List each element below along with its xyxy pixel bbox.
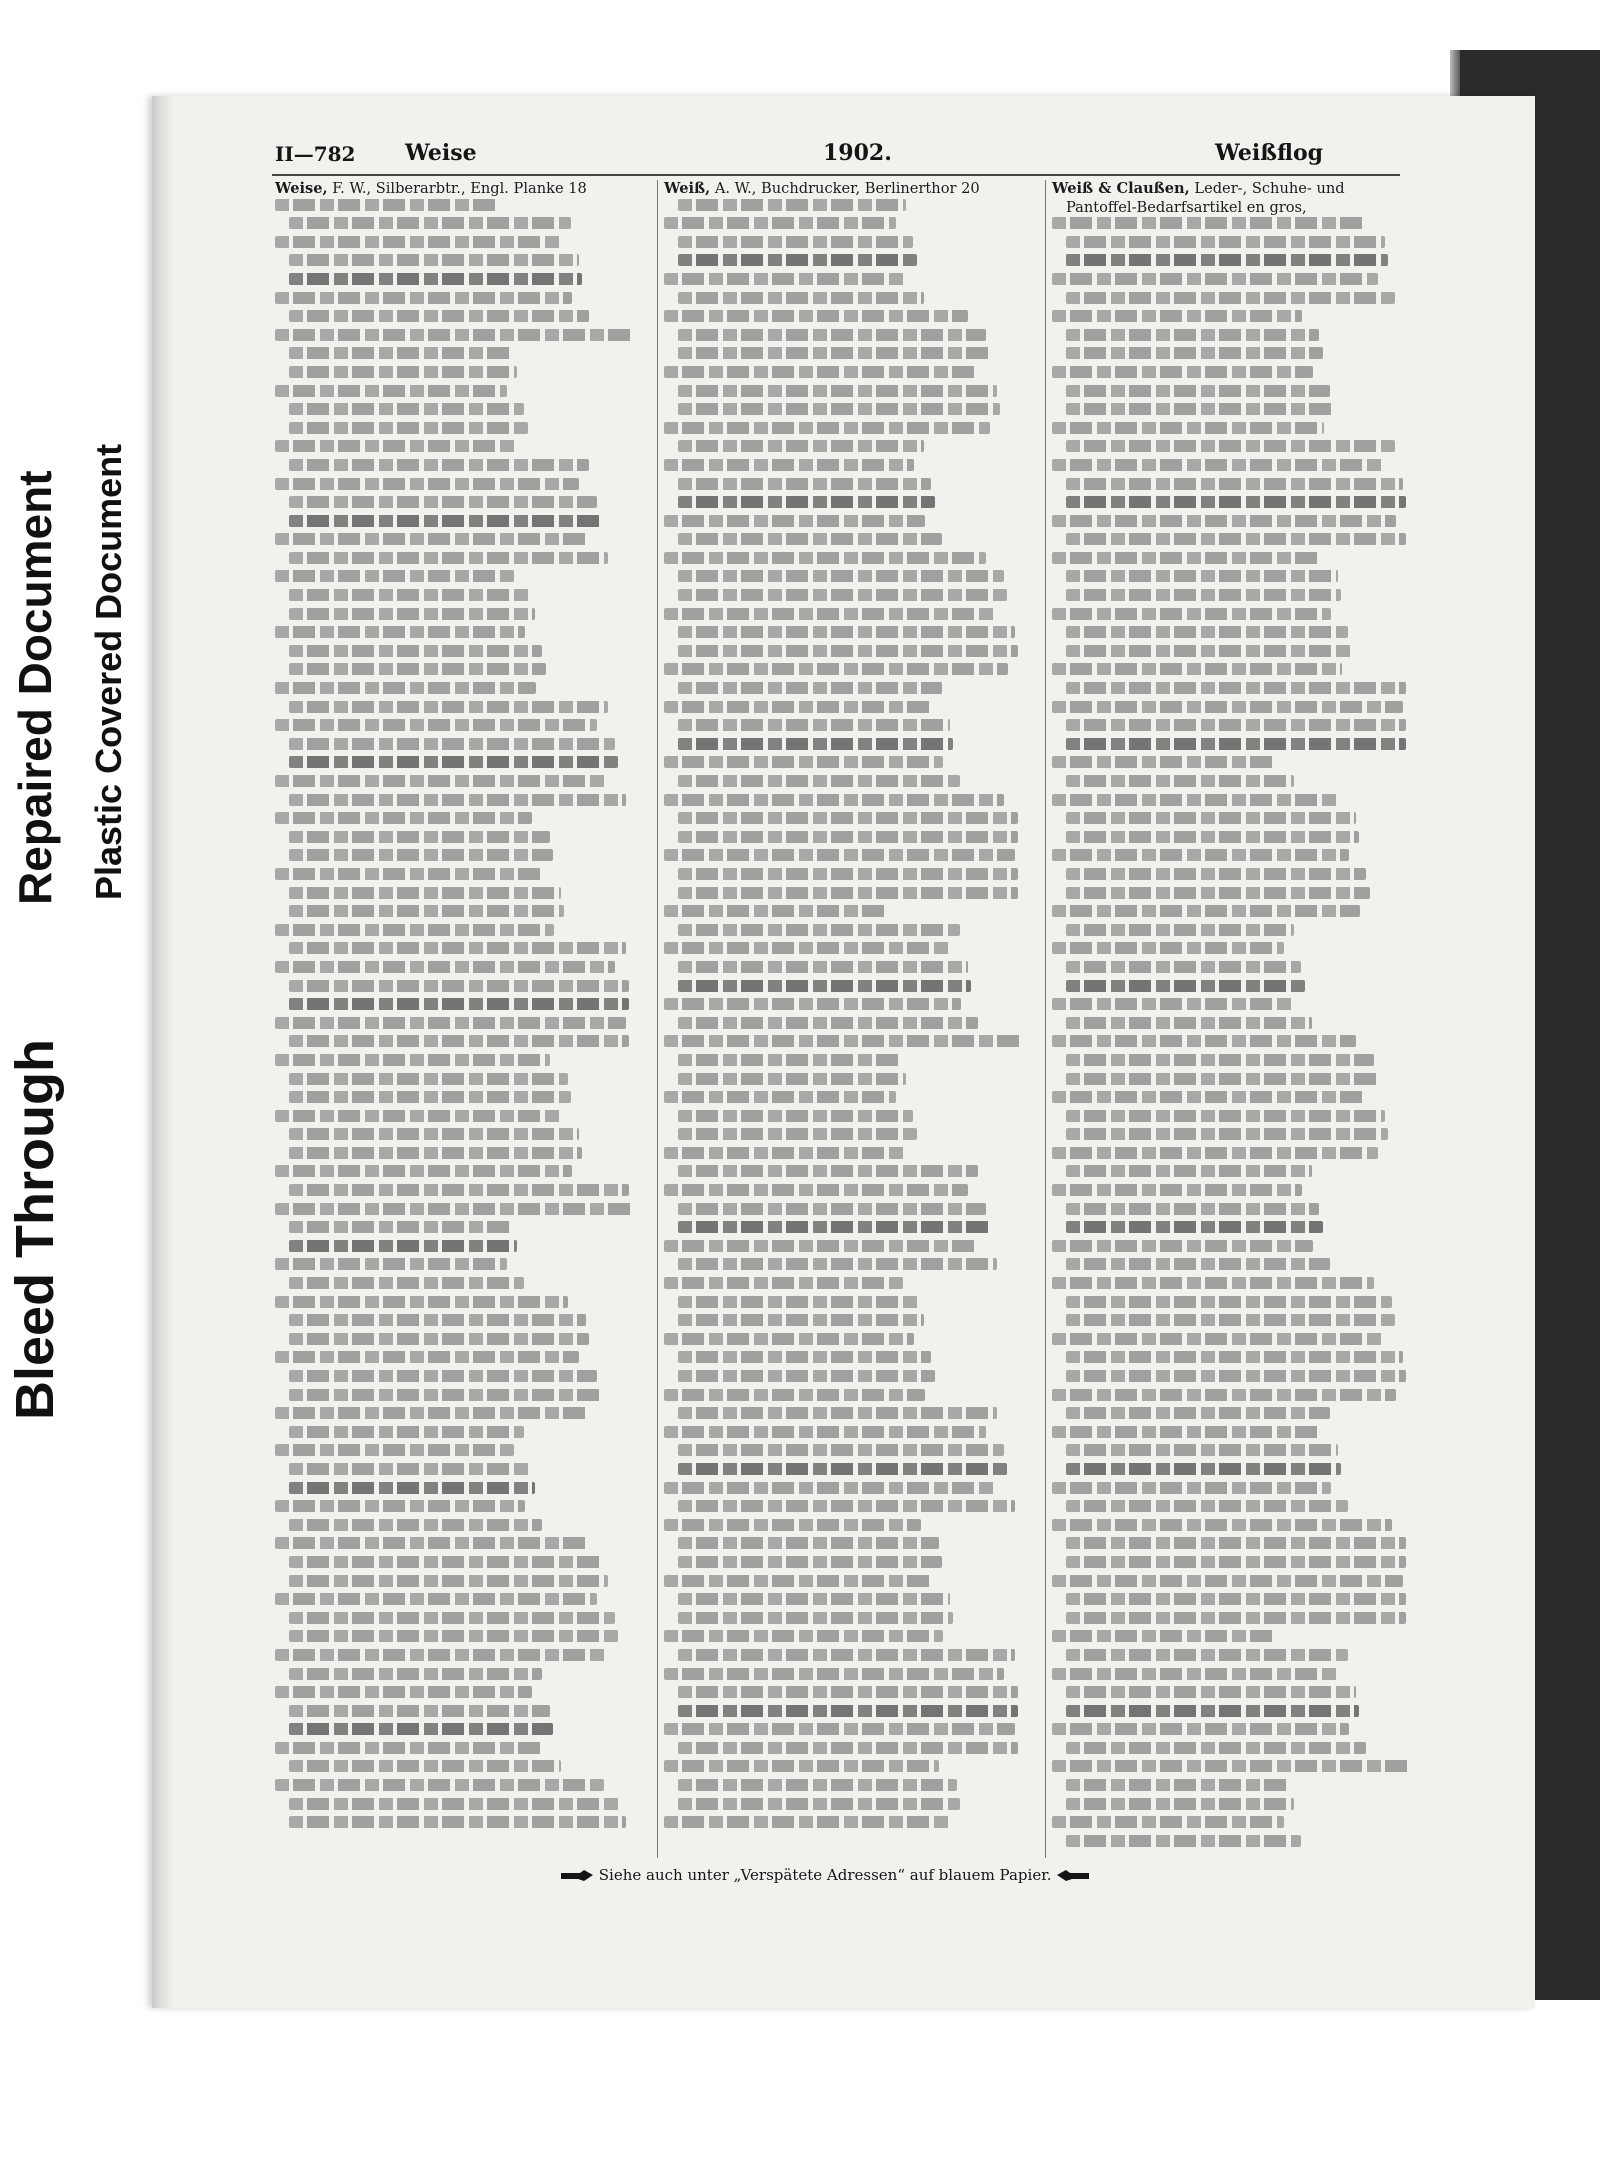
text-line-placeholder [1066, 329, 1319, 341]
text-line-placeholder [664, 515, 925, 527]
text-line-placeholder [1066, 347, 1323, 359]
text-line-placeholder [1052, 273, 1378, 285]
page-number: II—782 [275, 142, 356, 166]
text-line-placeholder [1066, 292, 1395, 304]
text-line-placeholder [275, 719, 597, 731]
text-line-placeholder [1066, 887, 1370, 899]
text-line-placeholder [1052, 1035, 1356, 1047]
directory-column-3 [1052, 180, 1414, 1853]
text-line-placeholder [1052, 1426, 1320, 1438]
text-line-placeholder [678, 1705, 1018, 1717]
entry-name: Weiß & Claußen, [1052, 180, 1190, 197]
entry-lines [1052, 217, 1414, 1847]
text-line-placeholder [275, 478, 579, 490]
text-line-placeholder [1066, 961, 1301, 973]
text-line-placeholder [1066, 868, 1366, 880]
text-line-placeholder [678, 831, 1018, 843]
entry-name: Weiß, [664, 180, 711, 197]
text-line-placeholder [678, 1054, 902, 1066]
text-line-placeholder [1066, 1054, 1374, 1066]
text-line-placeholder [678, 1258, 997, 1270]
text-line-placeholder [275, 1296, 568, 1308]
text-line-placeholder [678, 924, 960, 936]
text-line-placeholder [289, 942, 626, 954]
text-line-placeholder [664, 1389, 925, 1401]
text-line-placeholder [678, 1296, 921, 1308]
text-line-placeholder [664, 1630, 943, 1642]
text-line-placeholder [289, 645, 542, 657]
text-line-placeholder [1066, 1407, 1330, 1419]
right-catchword: Weißflog [1215, 140, 1324, 166]
text-line-placeholder [1066, 1444, 1338, 1456]
text-line-placeholder [289, 1723, 553, 1735]
text-line-placeholder [1066, 478, 1403, 490]
text-line-placeholder [1066, 1370, 1406, 1382]
text-line-placeholder [275, 775, 608, 787]
text-line-placeholder [664, 663, 1008, 675]
text-line-placeholder [289, 608, 535, 620]
text-line-placeholder [1052, 1277, 1374, 1289]
text-line-placeholder [678, 1779, 957, 1791]
text-line-placeholder [678, 868, 1018, 880]
text-line-placeholder [678, 440, 924, 452]
text-line-placeholder [275, 292, 572, 304]
directory-column-2 [664, 180, 1026, 1835]
text-line-placeholder [1052, 1519, 1392, 1531]
text-line-placeholder [1052, 422, 1324, 434]
text-line-placeholder [289, 403, 524, 415]
text-line-placeholder [289, 1314, 586, 1326]
text-line-placeholder [664, 1277, 903, 1289]
text-line-placeholder [678, 719, 950, 731]
text-line-placeholder [1066, 1835, 1301, 1847]
text-line-placeholder [1066, 645, 1352, 657]
text-line-placeholder [1066, 570, 1338, 582]
text-line-placeholder [275, 199, 499, 211]
text-line-placeholder [1066, 254, 1388, 266]
text-line-placeholder [1066, 1779, 1290, 1791]
text-line-placeholder [664, 794, 1004, 806]
text-line-placeholder [678, 1686, 1018, 1698]
text-line-placeholder [664, 1482, 997, 1494]
text-line-placeholder [1052, 663, 1342, 675]
text-line-placeholder [664, 942, 950, 954]
text-line-placeholder [678, 385, 997, 397]
text-line-placeholder [275, 570, 514, 582]
text-line-placeholder [664, 701, 932, 713]
first-entry [275, 180, 637, 199]
text-line-placeholder [1066, 1314, 1395, 1326]
text-line-placeholder [678, 1165, 978, 1177]
text-line-placeholder [678, 329, 986, 341]
text-line-placeholder [275, 1165, 572, 1177]
text-line-placeholder [289, 1184, 629, 1196]
text-line-placeholder [275, 682, 536, 694]
text-line-placeholder [289, 459, 589, 471]
text-line-placeholder [1052, 217, 1367, 229]
text-line-placeholder [289, 1277, 524, 1289]
text-line-placeholder [664, 756, 943, 768]
text-line-placeholder [289, 831, 550, 843]
text-line-placeholder [1066, 440, 1395, 452]
text-line-placeholder [289, 1482, 535, 1494]
pointing-hand-left-icon [1056, 1869, 1090, 1883]
plastic-covered-label: Plastic Covered Document [88, 443, 129, 900]
column-divider [657, 180, 658, 1858]
text-line-placeholder [1066, 924, 1294, 936]
text-line-placeholder [1052, 998, 1295, 1010]
text-line-placeholder [1066, 1537, 1406, 1549]
text-line-placeholder [1052, 366, 1313, 378]
text-line-placeholder [289, 887, 561, 899]
text-line-placeholder [1066, 496, 1406, 508]
text-line-placeholder [1066, 812, 1356, 824]
text-line-placeholder [289, 310, 589, 322]
text-line-placeholder [289, 1073, 568, 1085]
text-line-placeholder [678, 738, 953, 750]
text-line-placeholder [289, 1760, 561, 1772]
text-line-placeholder [664, 273, 907, 285]
text-line-placeholder [1052, 459, 1385, 471]
text-line-placeholder [1066, 1128, 1388, 1140]
text-line-placeholder [289, 1128, 579, 1140]
text-line-placeholder [1066, 589, 1341, 601]
text-line-placeholder [275, 533, 590, 545]
text-line-placeholder [289, 552, 608, 564]
text-line-placeholder [1052, 1630, 1276, 1642]
text-line-placeholder [1052, 1816, 1284, 1828]
text-line-placeholder [1066, 1203, 1319, 1215]
text-line-placeholder [289, 422, 528, 434]
text-line-placeholder [664, 1816, 950, 1828]
text-line-placeholder [678, 589, 1007, 601]
text-line-placeholder [678, 1556, 942, 1568]
text-line-placeholder [275, 385, 507, 397]
text-line-placeholder [664, 422, 990, 434]
text-line-placeholder [289, 1221, 513, 1233]
text-line-placeholder [678, 1351, 931, 1363]
text-line-placeholder [289, 273, 582, 285]
text-line-placeholder [678, 645, 1018, 657]
text-line-placeholder [1066, 626, 1348, 638]
text-line-placeholder [1066, 1463, 1341, 1475]
text-line-placeholder [678, 1798, 960, 1810]
text-line-placeholder [275, 1351, 579, 1363]
text-line-placeholder [678, 1407, 997, 1419]
header-rule [272, 174, 1400, 176]
text-line-placeholder [275, 440, 518, 452]
text-line-placeholder [1052, 1482, 1331, 1494]
text-line-placeholder [678, 1221, 989, 1233]
text-line-placeholder [678, 1537, 939, 1549]
text-line-placeholder [1066, 1110, 1385, 1122]
text-line-placeholder [275, 1537, 586, 1549]
bleed-through-label: Bleed Through [5, 1039, 65, 1420]
text-line-placeholder [678, 980, 971, 992]
footer-note [560, 1866, 1260, 1884]
text-line-placeholder [664, 1147, 907, 1159]
text-line-placeholder [1066, 1296, 1392, 1308]
text-line-placeholder [678, 254, 917, 266]
text-line-placeholder [289, 1798, 622, 1810]
text-line-placeholder [664, 1760, 939, 1772]
text-line-placeholder [289, 1389, 600, 1401]
text-line-placeholder [664, 1519, 921, 1531]
text-line-placeholder [678, 1017, 978, 1029]
text-line-placeholder [1052, 794, 1338, 806]
text-line-placeholder [1052, 552, 1320, 564]
text-line-placeholder [664, 310, 968, 322]
text-line-placeholder [289, 738, 615, 750]
text-line-placeholder [678, 236, 913, 248]
left-catchword: Weise [405, 140, 477, 166]
text-line-placeholder [289, 1575, 608, 1587]
text-line-placeholder [1066, 236, 1385, 248]
text-line-placeholder [289, 496, 597, 508]
text-line-placeholder [664, 217, 896, 229]
text-line-placeholder [289, 1370, 597, 1382]
entry-details: F. W., Silberarbtr., Engl. Planke 18 [332, 180, 587, 197]
text-line-placeholder [678, 1444, 1004, 1456]
text-line-placeholder [275, 626, 525, 638]
text-line-placeholder [1066, 1221, 1323, 1233]
entry-details: Leder-, Schuhe- und Pantoffel-Bedarfsartikel en gros, [1066, 180, 1345, 216]
text-line-placeholder [289, 347, 513, 359]
text-line-placeholder [275, 868, 543, 880]
text-line-placeholder [275, 1258, 507, 1270]
entry-lines [275, 199, 637, 1829]
text-line-placeholder [289, 1668, 542, 1680]
text-line-placeholder [678, 496, 935, 508]
text-line-placeholder [1052, 1668, 1338, 1680]
text-line-placeholder [289, 254, 579, 266]
text-line-placeholder [678, 403, 1000, 415]
text-line-placeholder [1066, 1593, 1406, 1605]
text-line-placeholder [275, 1407, 590, 1419]
text-line-placeholder [678, 1203, 986, 1215]
text-line-placeholder [1052, 1333, 1385, 1345]
text-line-placeholder [664, 1575, 932, 1587]
text-line-placeholder [664, 1091, 896, 1103]
text-line-placeholder [1066, 1556, 1406, 1568]
text-line-placeholder [678, 812, 1018, 824]
running-head [275, 142, 1375, 172]
text-line-placeholder [289, 849, 553, 861]
text-line-placeholder [664, 1333, 914, 1345]
text-line-placeholder [1066, 1258, 1330, 1270]
text-line-placeholder [289, 1426, 524, 1438]
text-line-placeholder [1066, 1351, 1403, 1363]
text-line-placeholder [678, 682, 942, 694]
text-line-placeholder [1052, 1091, 1367, 1103]
text-line-placeholder [678, 1742, 1018, 1754]
text-line-placeholder [1052, 608, 1331, 620]
text-line-placeholder [1066, 831, 1359, 843]
text-line-placeholder [678, 626, 1015, 638]
text-line-placeholder [678, 1073, 906, 1085]
text-line-placeholder [664, 366, 979, 378]
text-line-placeholder [1066, 738, 1406, 750]
text-line-placeholder [289, 1705, 550, 1717]
text-line-placeholder [1052, 905, 1360, 917]
text-line-placeholder [664, 905, 888, 917]
text-line-placeholder [678, 347, 989, 359]
text-line-placeholder [289, 1463, 532, 1475]
text-line-placeholder [1052, 1184, 1302, 1196]
text-line-placeholder [678, 1370, 935, 1382]
text-line-placeholder [289, 756, 618, 768]
text-line-placeholder [1066, 682, 1406, 694]
text-line-placeholder [289, 1612, 615, 1624]
column-divider [1045, 180, 1046, 1858]
text-line-placeholder [1066, 1612, 1406, 1624]
first-entry [664, 180, 1026, 199]
text-line-placeholder [664, 608, 997, 620]
text-line-placeholder [289, 1091, 571, 1103]
text-line-placeholder [664, 1426, 986, 1438]
text-line-placeholder [1066, 533, 1406, 545]
repaired-document-label: Repaired Document [9, 470, 61, 905]
text-line-placeholder [289, 366, 517, 378]
text-line-placeholder [1052, 849, 1349, 861]
text-line-placeholder [1066, 1165, 1312, 1177]
text-line-placeholder [1052, 1723, 1349, 1735]
text-line-placeholder [664, 1723, 1015, 1735]
text-line-placeholder [1066, 1686, 1356, 1698]
text-line-placeholder [1066, 719, 1406, 731]
text-line-placeholder [1066, 1500, 1348, 1512]
text-line-placeholder [275, 1686, 532, 1698]
text-line-placeholder [1052, 1147, 1378, 1159]
text-line-placeholder [289, 1240, 517, 1252]
text-line-placeholder [289, 589, 532, 601]
text-line-placeholder [289, 1556, 604, 1568]
text-line-placeholder [289, 998, 629, 1010]
text-line-placeholder [289, 1630, 618, 1642]
text-line-placeholder [678, 1500, 1015, 1512]
text-line-placeholder [289, 794, 626, 806]
text-line-placeholder [1066, 1742, 1366, 1754]
footer-text: Siehe auch unter „Verspätete Adressen“ auf blauem Papier. [598, 1866, 1052, 1884]
text-line-placeholder [1052, 756, 1276, 768]
text-line-placeholder [678, 478, 931, 490]
text-line-placeholder [275, 1779, 604, 1791]
text-line-placeholder [289, 1035, 629, 1047]
directory-column-1 [275, 180, 637, 1835]
pointing-hand-icon [560, 1869, 594, 1883]
text-line-placeholder [289, 701, 608, 713]
first-entry [1052, 180, 1414, 217]
text-line-placeholder [289, 1333, 589, 1345]
text-line-placeholder [678, 570, 1004, 582]
text-line-placeholder [289, 663, 546, 675]
text-line-placeholder [1052, 1240, 1313, 1252]
text-line-placeholder [275, 1444, 514, 1456]
text-line-placeholder [1066, 775, 1294, 787]
entry-lines [664, 199, 1026, 1829]
text-line-placeholder [275, 1017, 626, 1029]
text-line-placeholder [678, 1314, 924, 1326]
entry-details: A. W., Buchdrucker, Berlinerthor 20 [714, 180, 980, 197]
text-line-placeholder [1052, 942, 1284, 954]
text-line-placeholder [275, 1203, 633, 1215]
text-line-placeholder [289, 905, 564, 917]
entry-name: Weise, [275, 180, 328, 197]
text-line-placeholder [678, 1612, 953, 1624]
text-line-placeholder [1066, 1798, 1294, 1810]
text-line-placeholder [275, 236, 561, 248]
text-line-placeholder [1052, 1575, 1403, 1587]
text-line-placeholder [664, 1240, 979, 1252]
text-line-placeholder [1066, 1073, 1377, 1085]
text-line-placeholder [678, 292, 924, 304]
text-line-placeholder [1052, 701, 1403, 713]
text-line-placeholder [664, 459, 914, 471]
text-line-placeholder [289, 980, 629, 992]
text-line-placeholder [1066, 1017, 1312, 1029]
text-line-placeholder [664, 552, 986, 564]
text-line-placeholder [275, 1054, 550, 1066]
text-line-placeholder [664, 1668, 1004, 1680]
text-line-placeholder [678, 1593, 950, 1605]
text-line-placeholder [678, 1110, 913, 1122]
text-line-placeholder [1066, 980, 1305, 992]
text-line-placeholder [289, 217, 571, 229]
text-line-placeholder [275, 1742, 543, 1754]
text-line-placeholder [678, 775, 960, 787]
text-line-placeholder [289, 1147, 582, 1159]
text-line-placeholder [1066, 1705, 1359, 1717]
text-line-placeholder [1052, 310, 1302, 322]
text-line-placeholder [275, 1110, 561, 1122]
text-line-placeholder [1066, 403, 1334, 415]
text-line-placeholder [275, 924, 554, 936]
text-line-placeholder [1052, 515, 1396, 527]
text-line-placeholder [289, 1519, 542, 1531]
directory-year: 1902. [823, 140, 892, 166]
text-line-placeholder [289, 1816, 626, 1828]
text-line-placeholder [275, 961, 615, 973]
text-line-placeholder [1052, 1760, 1410, 1772]
text-line-placeholder [275, 329, 633, 341]
text-line-placeholder [289, 515, 600, 527]
text-line-placeholder [275, 1593, 597, 1605]
text-line-placeholder [678, 1128, 917, 1140]
text-line-placeholder [664, 849, 1015, 861]
text-line-placeholder [678, 1649, 1015, 1661]
text-line-placeholder [1066, 1649, 1348, 1661]
text-line-placeholder [275, 812, 532, 824]
text-line-placeholder [678, 199, 906, 211]
text-line-placeholder [678, 961, 968, 973]
page-binding-shadow [152, 96, 174, 2008]
text-line-placeholder [1052, 1389, 1396, 1401]
text-line-placeholder [664, 1184, 968, 1196]
text-line-placeholder [275, 1500, 525, 1512]
text-line-placeholder [275, 1649, 608, 1661]
text-line-placeholder [678, 533, 942, 545]
text-line-placeholder [664, 998, 961, 1010]
text-line-placeholder [1066, 385, 1330, 397]
text-line-placeholder [664, 1035, 1022, 1047]
text-line-placeholder [678, 1463, 1007, 1475]
text-line-placeholder [678, 887, 1018, 899]
